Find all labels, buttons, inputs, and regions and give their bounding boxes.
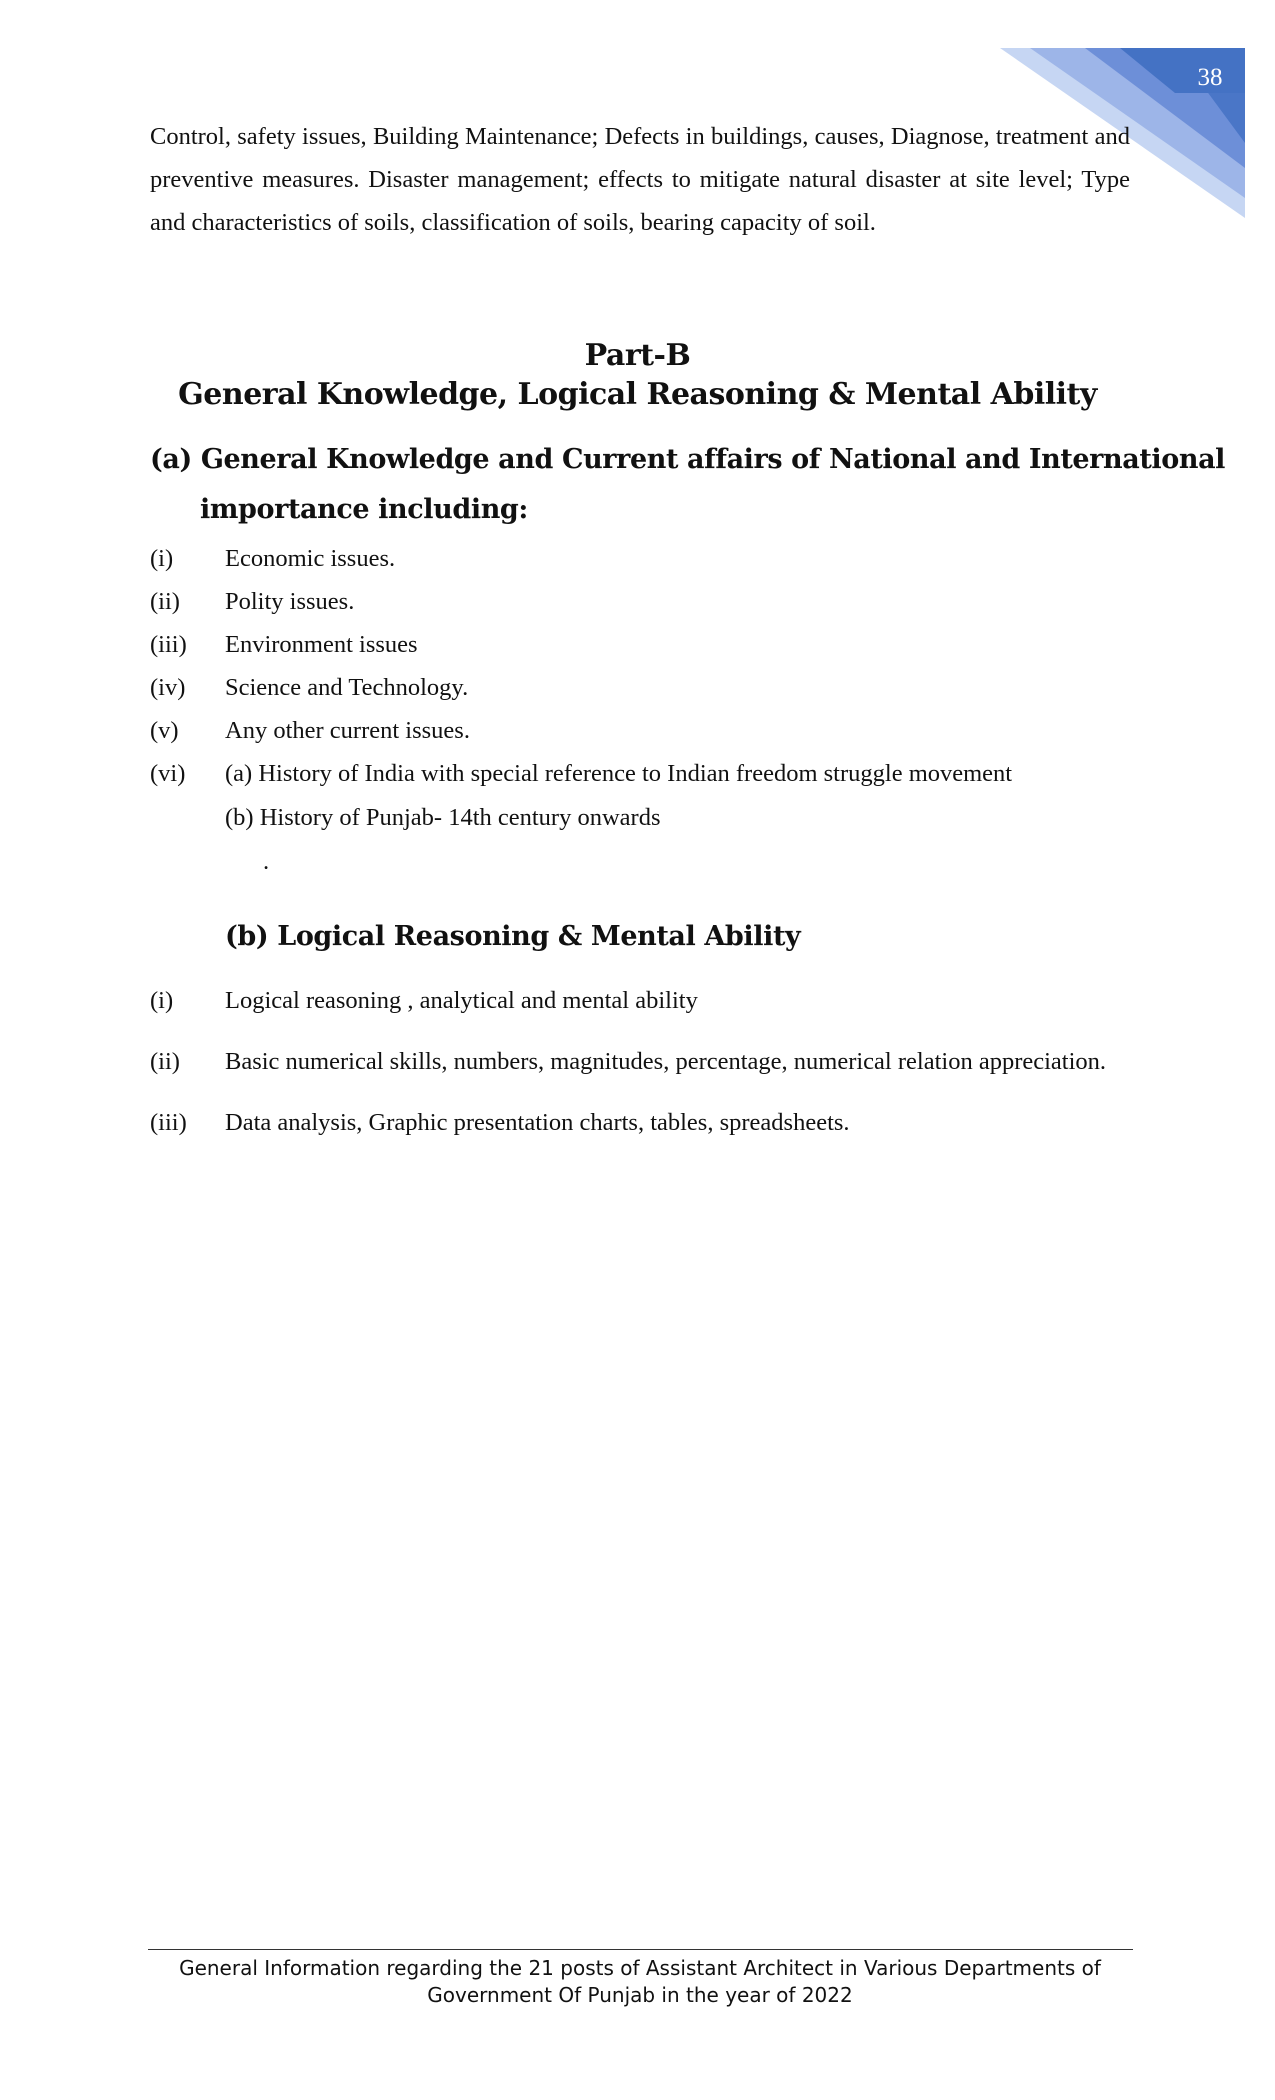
list-item-text: Basic numerical skills, numbers, magnitudes, percentage, numerical relation appreciation. xyxy=(225,1048,1107,1075)
section-a-heading: (a) General Knowledge and Current affairs of National and International xyxy=(150,444,1226,475)
footer-line-1: General Information regarding the 21 posts of Assistant Architect in Various Departments of xyxy=(179,1956,1101,1980)
list-item-text: Environment issues xyxy=(225,631,418,658)
list-item-number: (vi) xyxy=(150,760,186,787)
section-a-heading-continued: importance including: xyxy=(200,494,528,525)
list-item xyxy=(150,760,1160,800)
trailing-dot: . xyxy=(263,848,270,875)
part-label: Part-B xyxy=(584,338,691,373)
list-item-text: Polity issues. xyxy=(225,588,355,615)
footer-line-2: Government Of Punjab in the year of 2022 xyxy=(427,1983,853,2007)
list-item xyxy=(150,987,1160,1027)
list-item xyxy=(150,588,1160,628)
list-item-number: (iv) xyxy=(150,674,186,701)
section-b-heading: (b) Logical Reasoning & Mental Ability xyxy=(225,921,801,952)
list-item-text: Data analysis, Graphic presentation charts, tables, spreadsheets. xyxy=(225,1109,850,1136)
list-item xyxy=(150,717,1160,757)
intro-paragraph: Control, safety issues, Building Maintenance; Defects in buildings, causes, Diagnose, treatment and preventive measures. Disaster management; effects to mitigate natural disaster at site level; Type and characteristics of soils, classification of soils, bearing capacity of soil. xyxy=(150,123,1130,236)
list-item-number: (iii) xyxy=(150,631,187,658)
footer-divider xyxy=(148,1949,1133,1950)
list-item-text: (a) History of India with special reference to Indian freedom struggle movement xyxy=(225,760,1013,787)
part-title: General Knowledge, Logical Reasoning & Mental Ability xyxy=(178,377,1097,412)
list-item-text: Any other current issues. xyxy=(225,717,470,744)
page-number: 38 xyxy=(1197,64,1223,91)
list-item-number: (ii) xyxy=(150,588,180,615)
list-item-number: (iii) xyxy=(150,1109,187,1136)
list-item-number: (v) xyxy=(150,717,179,744)
list-item-text: Logical reasoning , analytical and mental ability xyxy=(225,987,698,1014)
list-item-text: Economic issues. xyxy=(225,545,396,572)
page-footer xyxy=(150,1955,1130,2009)
list-item-number: (i) xyxy=(150,545,174,572)
list-item xyxy=(150,545,1160,585)
list-item-number: (ii) xyxy=(150,1048,180,1075)
list-item xyxy=(150,674,1160,714)
list-item xyxy=(150,1048,1160,1088)
list-item-continuation: (b) History of Punjab- 14th century onwards xyxy=(225,804,661,831)
list-item xyxy=(150,631,1160,671)
list-item-number: (i) xyxy=(150,987,174,1014)
list-item-text: Science and Technology. xyxy=(225,674,469,701)
list-item xyxy=(150,1109,1160,1149)
